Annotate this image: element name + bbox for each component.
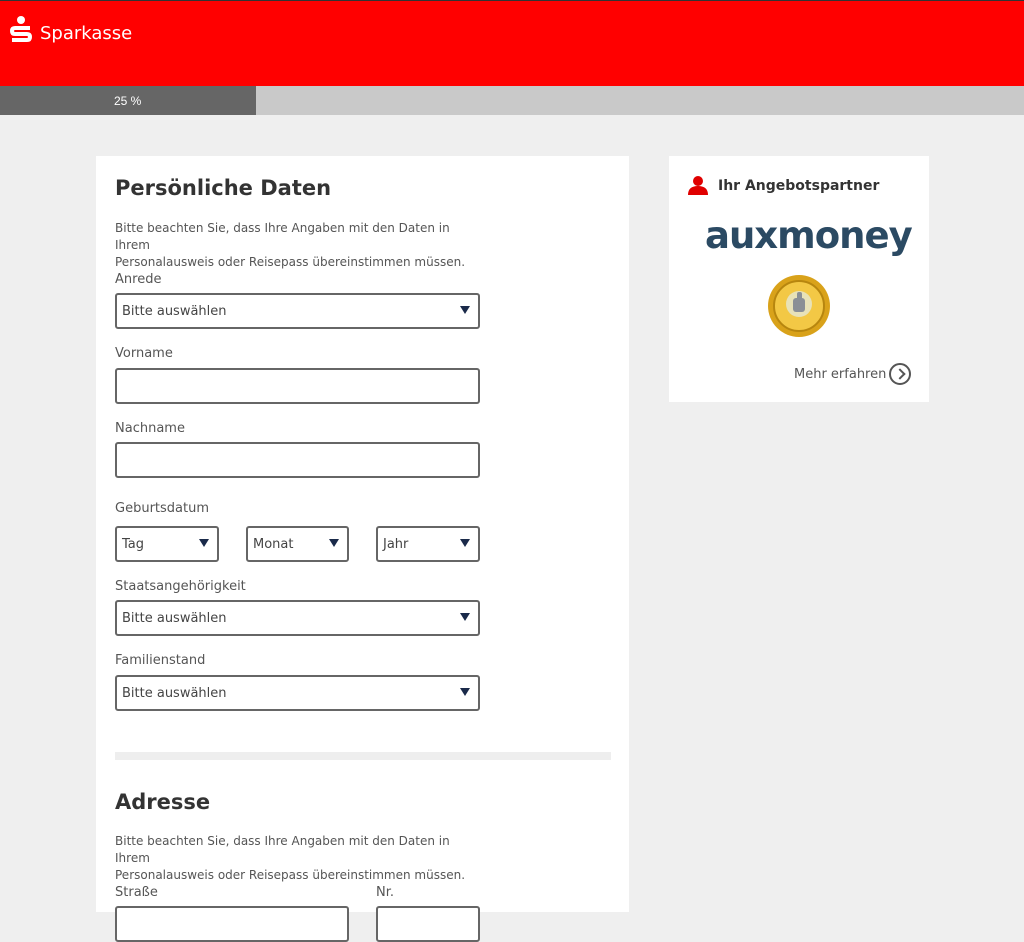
chevron-down-icon (460, 539, 470, 547)
address-note: Bitte beachten Sie, dass Ihre Angaben mit den Daten in Ihrem Personalausweis oder Reisepass übereinstimmen müssen. (115, 834, 466, 882)
progress-bar (0, 86, 1024, 115)
auxmoney-logo[interactable]: auxmoney (705, 214, 912, 257)
sparkasse-logo[interactable] (10, 15, 132, 44)
nachname-input[interactable] (115, 442, 480, 478)
nr-label: Nr. (376, 885, 395, 900)
partner-title: Ihr Angebotspartner (718, 178, 880, 194)
chevron-right-circle-icon[interactable] (889, 363, 911, 385)
year-select[interactable]: Jahr (376, 526, 480, 562)
vorname-input[interactable] (115, 368, 480, 404)
day-select[interactable]: Tag (115, 526, 219, 562)
strasse-label: Straße (115, 885, 158, 900)
brand-name: Sparkasse (40, 23, 133, 44)
chevron-down-icon (460, 306, 470, 314)
vorname-label: Vorname (115, 346, 173, 361)
staatsangehoerigkeit-label: Staatsangehörigkeit (115, 579, 246, 594)
personal-note: Bitte beachten Sie, dass Ihre Angaben mit den Daten in Ihrem Personalausweis oder Reisepass übereinstimmen müssen. (115, 221, 466, 269)
progress-label: 25 % (114, 94, 142, 108)
section-title-address: Adresse (115, 790, 211, 814)
more-info-link[interactable]: Mehr erfahren (794, 367, 887, 382)
familienstand-label: Familienstand (115, 653, 206, 668)
anrede-select[interactable]: Bitte auswählen (115, 293, 480, 329)
chevron-down-icon (460, 688, 470, 696)
sparkasse-s-icon (10, 16, 32, 44)
chevron-down-icon (329, 539, 339, 547)
anrede-label: Anrede (115, 272, 162, 287)
month-select[interactable]: Monat (246, 526, 349, 562)
partner-card (669, 156, 929, 402)
marital-status-select[interactable]: Bitte auswählen (115, 675, 480, 711)
geburtsdatum-label: Geburtsdatum (115, 501, 209, 516)
personal-data-form (96, 156, 629, 912)
ekomi-seal-icon[interactable] (767, 274, 831, 338)
house-number-input[interactable] (376, 906, 480, 942)
street-input[interactable] (115, 906, 349, 942)
chevron-down-icon (460, 613, 470, 621)
chevron-down-icon (199, 539, 209, 547)
section-divider (115, 752, 611, 760)
nationality-select[interactable]: Bitte auswählen (115, 600, 480, 636)
section-title-personal: Persönliche Daten (115, 176, 332, 200)
nachname-label: Nachname (115, 421, 185, 436)
header (0, 0, 1024, 86)
person-icon (687, 175, 709, 195)
